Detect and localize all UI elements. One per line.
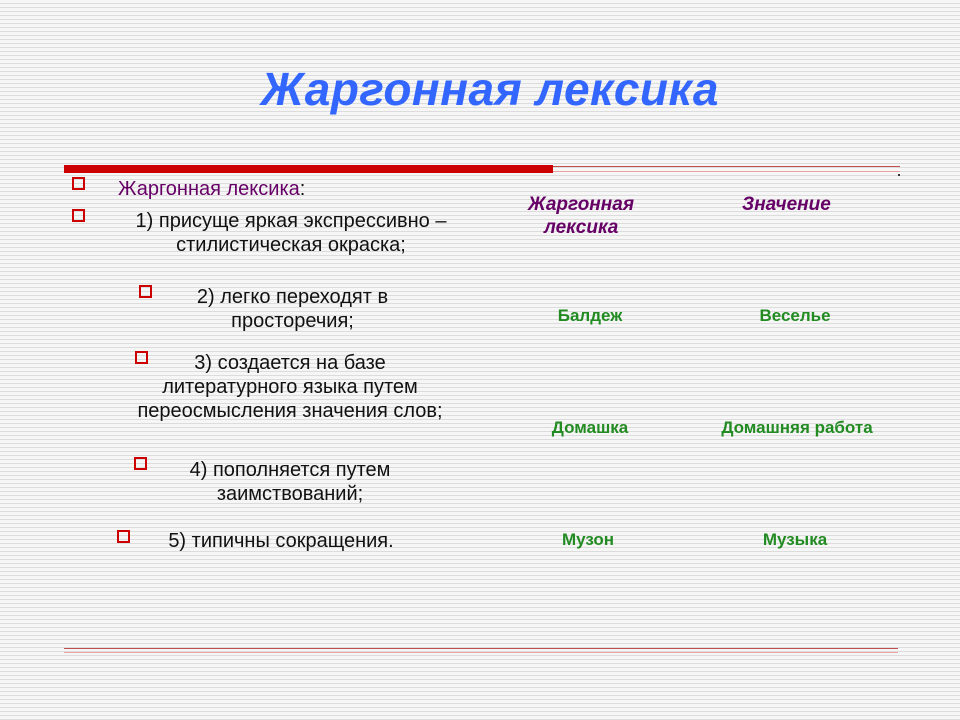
- bullet-5-line-2: заимствований;: [216, 483, 364, 505]
- slide-title: Жаргонная лексика: [261, 63, 719, 115]
- bullet-4-line-3: переосмысления значения слов;: [137, 400, 443, 422]
- bullet-6-line-1: 5) типичны сокращения.: [168, 530, 394, 552]
- bullet-1-colon: :: [299, 178, 306, 200]
- bottom-rule-2: [64, 652, 898, 653]
- bullet-4-line-2: литературного языка путем: [162, 376, 418, 398]
- table-cell-jargon: Домашка: [551, 418, 629, 437]
- bullet-4-line-1: 3) создается на базе: [194, 352, 386, 374]
- top-thin-rule: [553, 166, 900, 167]
- bullet-1-highlight: Жаргонная лексика: [118, 178, 300, 200]
- table-cell-meaning: Домашняя работа: [721, 418, 873, 437]
- table-cell-jargon: Балдеж: [557, 306, 623, 325]
- bullet-text-2: [110, 209, 472, 257]
- header-meaning-line-1: Значение: [742, 194, 831, 215]
- bullet-text-4: [110, 351, 470, 423]
- table-cell-meaning: Веселье: [759, 306, 831, 325]
- bullet-2-line-2: стилистическая окраска;: [176, 234, 406, 256]
- header-jargon-line-1: Жаргонная: [528, 194, 635, 215]
- header-jargon-line-2: лексика: [544, 217, 619, 238]
- bullet-text-1: [118, 177, 305, 201]
- table-cell-jargon: Музон: [561, 530, 615, 549]
- bullet-square-icon: [134, 457, 147, 470]
- bullet-square-icon: [117, 530, 130, 543]
- bullet-5-line-1: 4) пополняется путем: [189, 459, 391, 481]
- table-header-jargon: [528, 193, 668, 239]
- bullet-text-6: [150, 529, 412, 553]
- bullet-text-3: [150, 285, 435, 333]
- table-cell-meaning: Музыка: [762, 530, 828, 549]
- bullet-3-line-1: 2) легко переходят в: [196, 286, 389, 308]
- bottom-rule: [64, 648, 898, 649]
- bullet-3-line-2: просторечия;: [231, 310, 354, 332]
- corner-mark: [898, 174, 900, 176]
- bullet-2-line-1: 1) присуще яркая экспрессивно –: [135, 210, 447, 232]
- bullet-text-5: [150, 458, 430, 506]
- top-red-rule: [64, 165, 553, 173]
- top-thin-rule-2: [553, 171, 900, 172]
- bullet-square-icon: [72, 177, 85, 190]
- bullet-square-icon: [72, 209, 85, 222]
- table-header-meaning: [742, 193, 862, 216]
